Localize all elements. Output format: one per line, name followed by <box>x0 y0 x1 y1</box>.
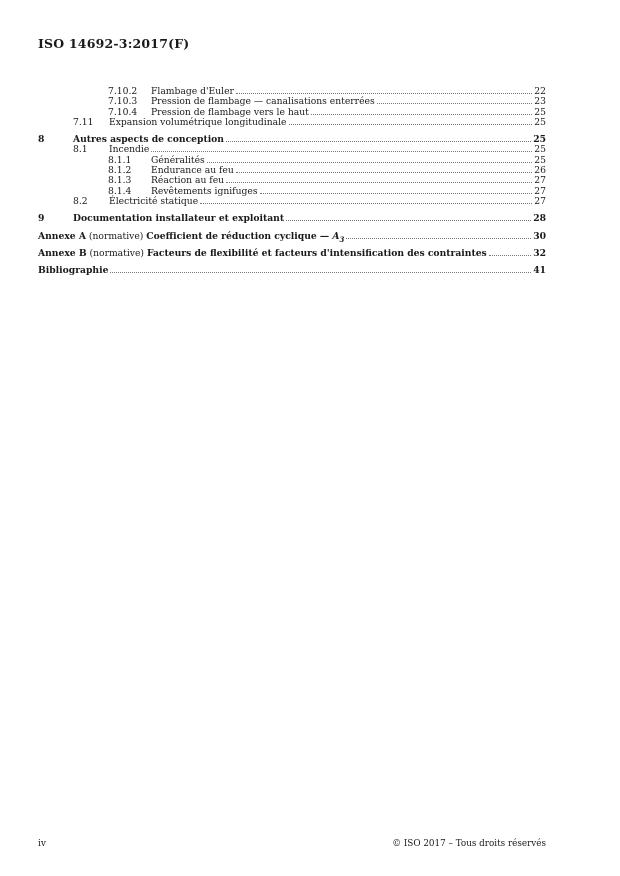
toc-page: 25 <box>534 144 546 156</box>
toc-title: Réaction au feu <box>151 175 225 187</box>
toc-title: Flambage d'Euler <box>151 86 234 97</box>
dot-leader <box>260 193 533 194</box>
toc-number: 7.10.3 <box>108 96 138 108</box>
dot-leader <box>110 272 531 273</box>
toc-page: 26 <box>534 165 546 177</box>
annex-type: (normative) <box>89 247 145 259</box>
toc-number: 7.10.2 <box>108 86 138 97</box>
table-of-contents <box>38 87 546 276</box>
toc-number: 8.1.3 <box>108 175 132 187</box>
toc-title: Incendie <box>109 144 150 156</box>
toc-title: Revêtements ignifuges <box>151 185 258 197</box>
toc-page: 32 <box>533 247 546 259</box>
toc-title: Pression de flambage vers le haut <box>151 106 309 118</box>
annex-title: Facteurs de flexibilité et facteurs d'intensification des contraintes <box>146 247 487 259</box>
toc-number: 7.11 <box>73 116 94 128</box>
toc-title <box>38 249 487 259</box>
toc-title: Autres aspects de conception <box>73 134 224 146</box>
dot-leader <box>289 124 533 125</box>
toc-title: Électricité statique <box>109 195 199 207</box>
toc-title: Endurance au feu <box>151 165 234 177</box>
dot-leader <box>236 93 532 94</box>
toc-number: 8.1 <box>73 144 88 156</box>
toc-number: 8.1.4 <box>108 185 132 197</box>
toc-page: 27 <box>534 185 546 197</box>
footer-copyright: © ISO 2017 – Tous droits réservés <box>392 839 546 849</box>
annex-type: (normative) <box>88 230 144 242</box>
toc-entry-annex-b[interactable] <box>38 249 546 259</box>
toc-page: 30 <box>533 230 546 242</box>
toc-page: 23 <box>534 96 546 108</box>
toc-title: Bibliographie <box>38 265 109 277</box>
toc-page: 28 <box>533 213 546 225</box>
dot-leader <box>236 172 533 173</box>
toc-number: 8.1.1 <box>108 154 132 166</box>
toc-title: Documentation installateur et exploitant <box>73 213 285 225</box>
toc-entry-7-11[interactable] <box>38 118 546 128</box>
dot-leader <box>489 255 531 256</box>
toc-entry-8-2[interactable] <box>38 197 546 207</box>
document-header: ISO 14692-3:2017(F) <box>38 36 190 51</box>
dot-leader <box>311 114 532 115</box>
toc-number: 8.1.2 <box>108 165 132 177</box>
annex-label: Annexe A <box>38 230 86 242</box>
toc-number: 9 <box>38 213 45 225</box>
annex-label: Annexe B <box>38 247 87 259</box>
toc-entry-bibliography[interactable] <box>38 266 546 276</box>
toc-entry-annex-a[interactable] <box>38 232 546 242</box>
dot-leader <box>346 238 531 239</box>
toc-page: 41 <box>533 265 546 277</box>
toc-title: Généralités <box>151 154 205 166</box>
toc-title <box>38 232 344 245</box>
toc-page: 25 <box>534 116 546 128</box>
dot-leader <box>226 182 532 183</box>
toc-page: 25 <box>534 106 546 118</box>
toc-title: Pression de flambage — canalisations enterrées <box>151 96 375 108</box>
annex-symbol: $A_3$ <box>332 230 345 244</box>
toc-page: 27 <box>534 175 546 187</box>
dot-leader <box>377 103 533 104</box>
dot-leader <box>286 220 531 221</box>
toc-number: 7.10.4 <box>108 106 138 118</box>
toc-entry-9[interactable] <box>38 214 546 224</box>
dot-leader <box>207 162 533 163</box>
toc-number: 8.2 <box>73 195 88 207</box>
dot-leader <box>226 141 531 142</box>
annex-title: Coefficient de réduction cyclique — <box>146 230 333 242</box>
toc-page: 25 <box>533 134 546 146</box>
toc-page: 22 <box>534 86 546 97</box>
toc-page: 25 <box>534 154 546 166</box>
footer-page-number: iv <box>38 839 46 849</box>
toc-number: 8 <box>38 134 45 146</box>
dot-leader <box>200 203 532 204</box>
toc-page: 27 <box>534 195 546 207</box>
dot-leader <box>151 151 532 152</box>
toc-title: Expansion volumétrique longitudinale <box>109 116 287 128</box>
